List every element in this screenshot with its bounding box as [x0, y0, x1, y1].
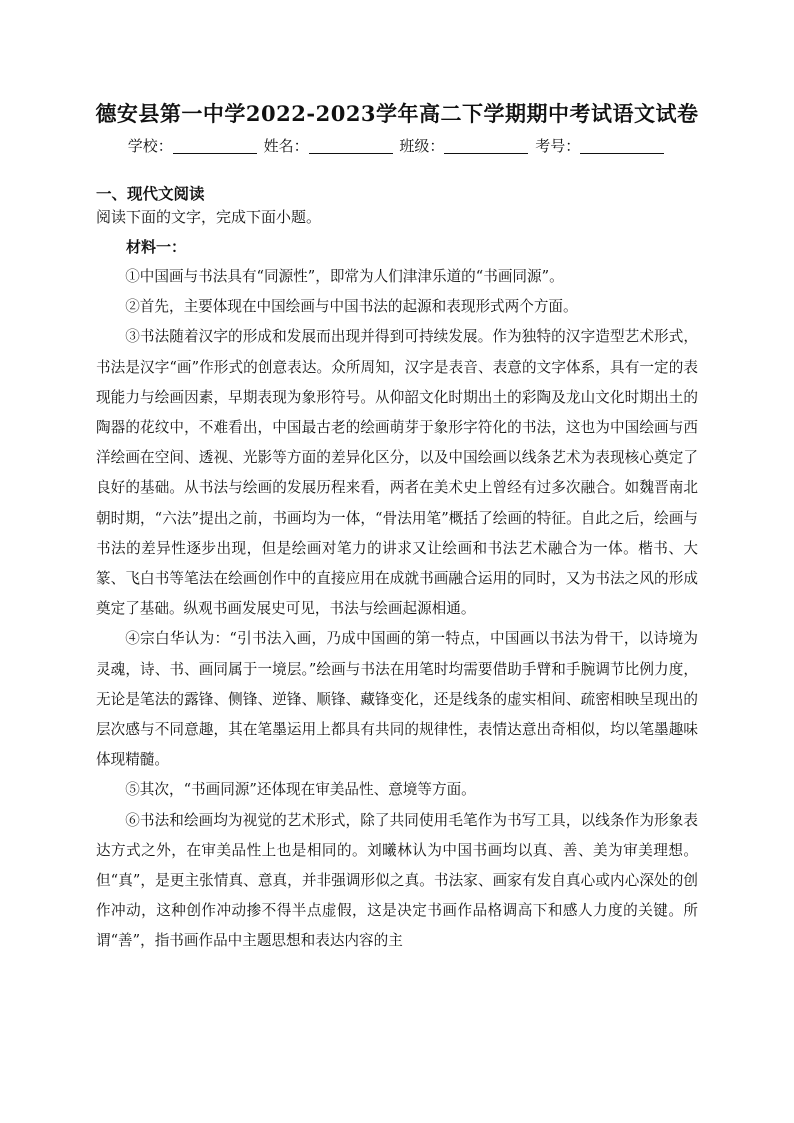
name-blank[interactable]	[309, 139, 393, 154]
class-blank[interactable]	[444, 139, 528, 154]
material-label: 材料一：	[126, 238, 187, 256]
paragraph-3: ③书法随着汉字的形成和发展而出现并得到可持续发展。作为独特的汉字造型艺术形式，书法是汉字“画”作形式的创意表达。众所周知，汉字是表音、表意的文字体系，具有一定的表现能力与绘画因素，早期表现为象形符号。从仰韶文化时期出土的彩陶及龙山文化时期出土的陶器的花纹中，不难看出，中国最古老的绘画萌芽于象形字符化的书法，这也为中国绘画与西洋绘画在空间、透视、光影等方面的差异化区分，以及中国绘画以线条艺术为表现核心奠定了良好的基础。从书法与绘画的发展历程来看，两者在美术史上曾经有过多次融合。如魏晋南北朝时期，“六法”提出之前，书画均为一体，“骨法用笔”概括了绘画的特征。自此之后，绘画与书法的差异性逐步出现，但是绘画对笔力的讲求又让绘画和书法艺术融合为一体。楷书、大篆、飞白书等笔法在绘画创作中的直接应用在成就书画融合运用的同时，又为书法之风的形成奠定了基础。纵观书画发展史可见，书法与绘画起源相通。	[96, 328, 698, 618]
school-blank[interactable]	[173, 139, 257, 154]
exam-number-blank[interactable]	[580, 139, 664, 154]
section-heading: 一、现代文阅读	[96, 185, 205, 203]
section-instruction: 阅读下面的文字，完成下面小题。	[96, 208, 322, 226]
paragraph-6: ⑥书法和绘画均为视觉的艺术形式，除了共同使用毛笔作为书写工具，以线条作为形象表达方式之外，在审美品性上也是相同的。刘曦林认为中国书画均以真、善、美为审美理想。但“真”，是更主张情真、意真，并非强调形似之真。书法家、画家有发自真心或内心深处的创作冲动，这种创作冲动掺不得半点虚假，这是决定书画作品格调高下和感人力度的关键。所谓“善”，指书画作品中主题思想和表达内容的主	[96, 811, 698, 950]
student-info-line	[0, 135, 794, 156]
exam-title: 德安县第一中学2022-2023学年高二下学期期中考试语文试卷	[95, 101, 699, 126]
reading-passage	[96, 262, 698, 957]
school-label: 学校：	[127, 137, 173, 155]
class-label: 班级：	[399, 137, 445, 155]
paragraph-5: ⑤其次，“书画同源”还体现在审美品性、意境等方面。	[125, 781, 476, 799]
paragraph-4: ④宗白华认为：“引书法入画，乃成中国画的第一特点，中国画以书法为骨干，以诗境为灵魂，诗、书、画同属于一境层。”绘画与书法在用笔时均需要借助手臂和手腕调节比例力度，无论是笔法的露锋、侧锋、逆锋、顺锋、藏锋变化，还是线条的虚实相间、疏密相映呈现出的层次感与不同意趣，其在笔墨运用上都具有共同的规律性，表情达意出奇相似，均以笔墨趣味体现精髓。	[96, 630, 698, 769]
name-label: 姓名：	[263, 137, 309, 155]
paragraph-2: ②首先，主要体现在中国绘画与中国书法的起源和表现形式两个方面。	[125, 298, 578, 316]
paragraph-1: ①中国画与书法具有“同源性”，即常为人们津津乐道的“书画同源”。	[125, 268, 564, 285]
exam-number-label: 考号：	[535, 137, 581, 155]
